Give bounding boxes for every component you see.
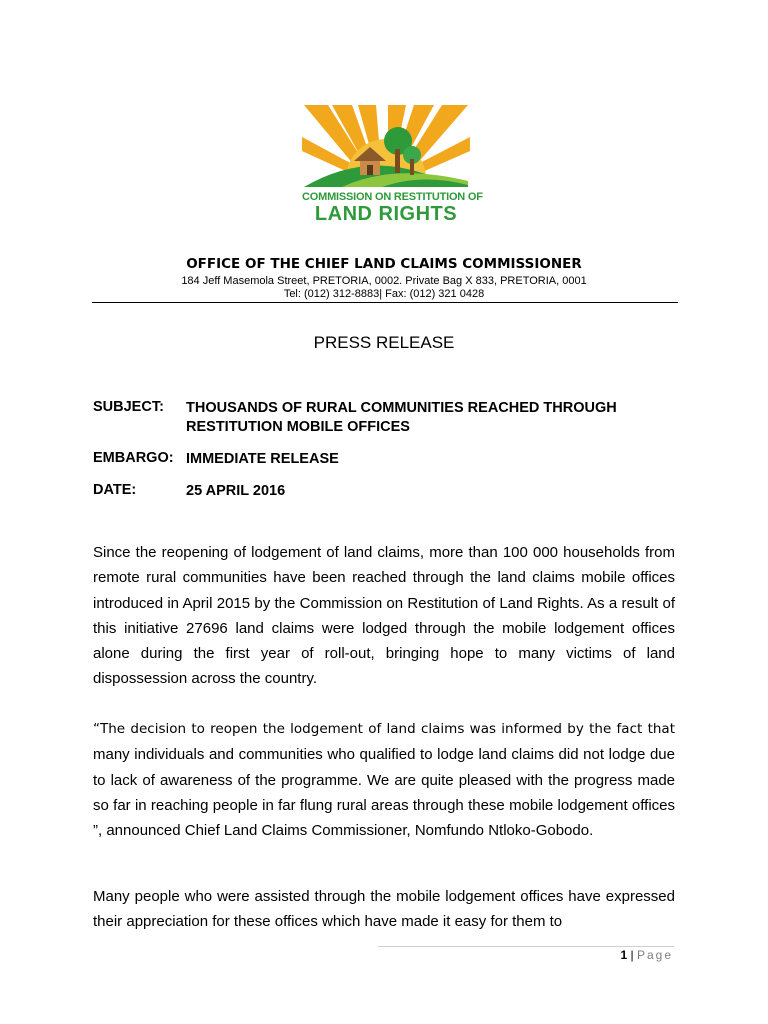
subject-value (186, 399, 666, 437)
sun-landscape-icon (302, 103, 470, 191)
page-number: 1 (620, 948, 628, 962)
contact-line: Tel: (012) 312-8883| Fax: (012) 321 0428 (283, 288, 485, 300)
quote-continuation: many individuals and communities who qualified to lodge land claims did not lodge due to lack of awareness of the programme. We are quite pleased with the progress made so far in reaching people in far flung rural areas through these mobile lodgement offices ”, announced Chief Land Claims Commissioner, Nomfundo Ntloko-Gobodo. (93, 746, 675, 840)
document-type-heading: PRESS RELEASE (313, 333, 455, 352)
logo-text-land-rights: LAND RIGHTS (314, 203, 458, 225)
quote-opening-line: “The decision to reopen the lodgement of land claims was informed by the fact that (93, 721, 675, 737)
page-footer (560, 948, 673, 962)
embargo-value: IMMEDIATE RELEASE (186, 451, 339, 467)
date-label: DATE: (93, 482, 137, 498)
body-paragraph-3: Many people who were assisted through the mobile lodgement offices have expressed their appreciation for these offices which have made it easy for them to (93, 888, 675, 931)
header-divider (92, 302, 678, 303)
logo-text-commission: COMMISSION ON RESTITUTION OF (302, 191, 483, 203)
body-paragraph-2 (93, 716, 675, 843)
date-value: 25 APRIL 2016 (186, 483, 286, 499)
page-label: Page (636, 948, 673, 962)
subject-line-1: THOUSANDS OF RURAL COMMUNITIES REACHED THROUGH (186, 400, 617, 416)
office-title: OFFICE OF THE CHIEF LAND CLAIMS COMMISSIONER (186, 256, 582, 272)
subject-label: SUBJECT: (93, 399, 164, 415)
address-line: 184 Jeff Masemola Street, PRETORIA, 0002. Private Bag X 833, PRETORIA, 0001 (181, 275, 587, 287)
commission-logo (302, 103, 483, 227)
body-paragraph-1: Since the reopening of lodgement of land claims, more than 100 000 households from remote rural communities have been reached through the land claims mobile offices introduced in April 2015 by the Commission on Restitution of Land Rights. As a result of this initiative 27696 land claims were lodged through the mobile lodgement offices alone during the first year of roll-out, bringing hope to many victims of land dispossession across the country. (93, 544, 675, 688)
subject-line-2: RESTITUTION MOBILE OFFICES (186, 419, 410, 435)
footer-separator: | (630, 948, 634, 962)
embargo-label: EMBARGO: (93, 450, 174, 466)
footer-divider (378, 946, 674, 947)
